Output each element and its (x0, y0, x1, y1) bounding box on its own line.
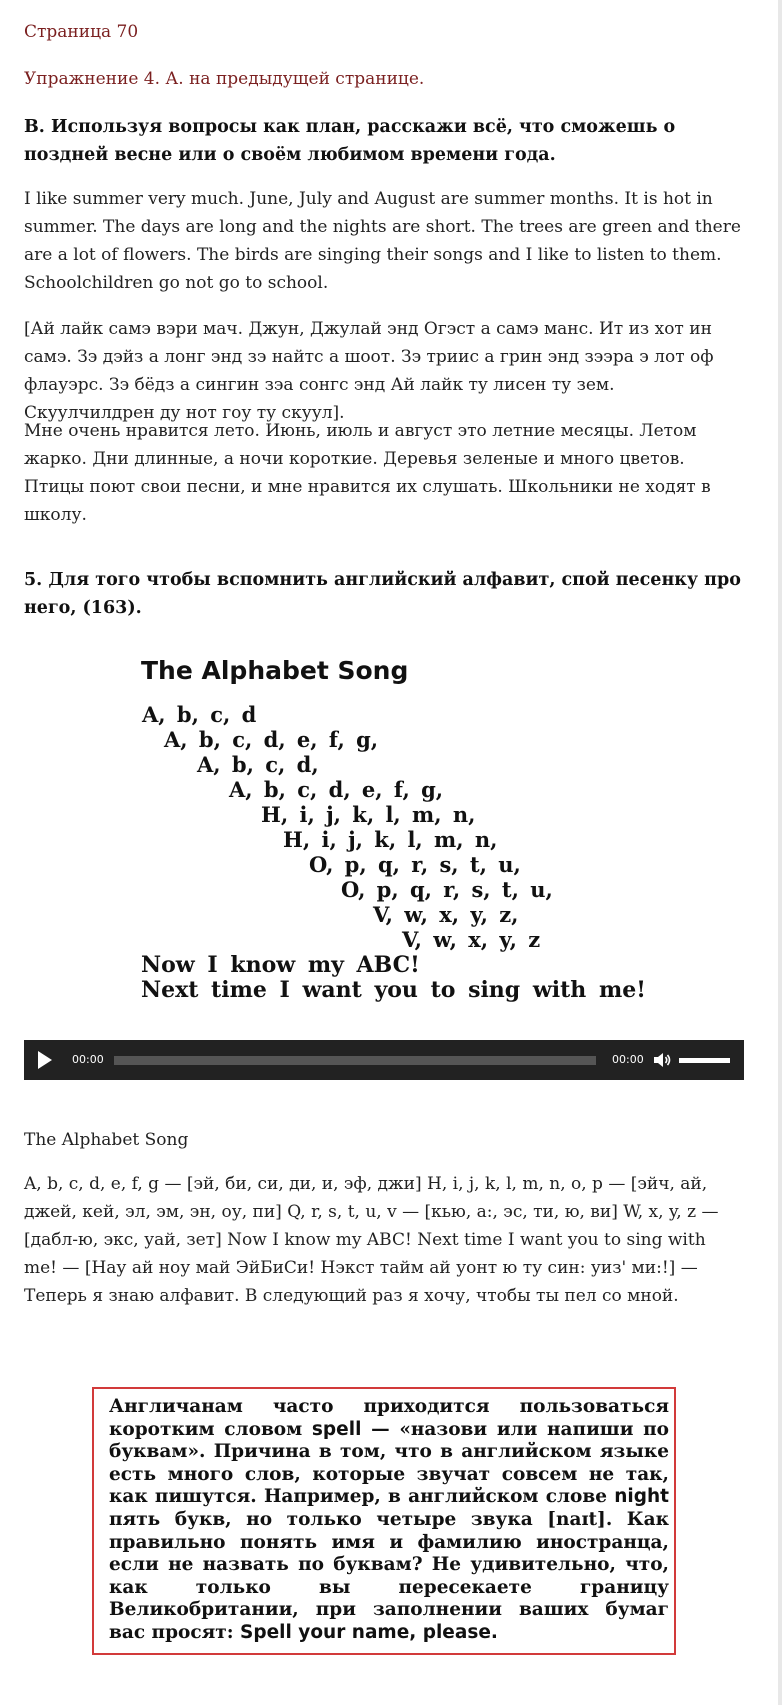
note-word-night: night (614, 1486, 669, 1508)
song-line: V, w, x, y, z, (373, 902, 519, 927)
current-time: 00:00 (72, 1053, 104, 1066)
play-icon[interactable] (38, 1051, 52, 1069)
note-part: . Как правильно понять имя и фамилию иностранца, если не назвать по буквам? Не удивительно, что, как только вы пересекаете границу Великобритании, при заполнении ваших бумаг вас просят: (109, 1508, 669, 1643)
page-link[interactable]: Страница 70 (24, 22, 139, 42)
song-line: A, b, c, d, (197, 752, 319, 777)
audio-player (24, 1040, 744, 1080)
volume-icon[interactable] (652, 1050, 672, 1070)
song-line: V, w, x, y, z (402, 927, 541, 952)
song-title: The Alphabet Song (141, 656, 409, 685)
song-ending: Next time I want you to sing with me! (141, 977, 646, 1003)
song-line: A, b, c, d, e, f, g, (164, 727, 379, 752)
scrollbar[interactable] (778, 0, 782, 1705)
english-paragraph: I like summer very much. June, July and August are summer months. It is hot in summer. The days are long and the nights are short. The trees are green and there are a lot of flowers. The birds are singing their songs and I like to listen to them. Schoolchildren go not go to school. (24, 189, 741, 293)
note-part: — «назови или напиши по буквам». Причина в том, что в английском языке есть много слов, которые звучат совсем не так, как пишутся. Например, в английском слове (109, 1418, 669, 1508)
task-5-heading: 5. Для того чтобы вспомнить английский алфавит, спой песенку про него, (163). (24, 570, 741, 618)
song-line: H, i, j, k, l, m, n, (261, 802, 476, 827)
alphabet-song-image (117, 650, 677, 1010)
progress-bar[interactable] (114, 1056, 596, 1065)
song-translation: A, b, c, d, e, f, g — [эй, би, си, ди, и, эф, джи] H, i, j, k, l, m, n, o, p — [эйч, ай, джей, кей, эл, эм, эн, оу, пи] Q, r, s, t, u, v — [кью, а:, эс, ти, ю, ви] W, x, y, z — [дабл-ю, экс, уай, зет] Now I know my ABC! Next time I want you to sing with me! — [Нау ай ноу май ЭйБиСи! Нэкст тайм ай уонт ю ту син: уиз' ми:!] — Теперь я знаю алфавит. В следующий раз я хочу, чтобы ты пел со мной. (24, 1174, 719, 1306)
note-part: Англичанам часто приходится пользоваться коротким словом (109, 1396, 669, 1440)
note-part: пять букв, но только четыре звука (109, 1508, 548, 1530)
volume-slider[interactable] (679, 1058, 730, 1063)
song-line: H, i, j, k, l, m, n, (283, 827, 498, 852)
song-line: O, p, q, r, s, t, u, (341, 877, 553, 902)
note-text (109, 1396, 669, 1645)
song-line: O, p, q, r, s, t, u, (309, 852, 521, 877)
song-line: A, b, c, d, e, f, g, (229, 777, 444, 802)
note-box (92, 1387, 676, 1655)
note-phrase: Spell your name, please. (240, 1621, 498, 1643)
song-caption: The Alphabet Song (24, 1130, 189, 1150)
note-transcription: [naɪt] (547, 1508, 606, 1530)
russian-paragraph: Мне очень нравится лето. Июнь, июль и август это летние месяцы. Летом жарко. Дни длинные, а ночи короткие. Деревья зеленые и много цветов. Птицы поют свои песни, и мне нравится их слушать. Школьники не ходят в школу. (24, 421, 711, 525)
duration: 00:00 (612, 1053, 644, 1066)
note-word-spell: spell (311, 1418, 362, 1440)
song-ending: Now I know my ABC! (141, 952, 420, 978)
task-b-heading: В. Используя вопросы как план, расскажи всё, что сможешь о поздней весне или о своём любимом времени года. (24, 117, 676, 165)
transcription-paragraph: [Ай лайк самэ вэри мач. Джун, Джулай энд Огэст а самэ манс. Ит из хот ин самэ. Зэ дэйз а лонг энд зэ найтс а шоот. Зэ трииc а грин энд зээра э лот оф флауэрс. Зэ бёдз а сингин зэа сонгс энд Ай лайк ту лисен ту зем. Скуулчилдрен ду нот гоу ту скуул]. (24, 319, 714, 423)
exercise-link[interactable]: Упражнение 4. А. на предыдущей странице. (24, 69, 425, 89)
song-line: A, b, c, d (142, 702, 257, 727)
